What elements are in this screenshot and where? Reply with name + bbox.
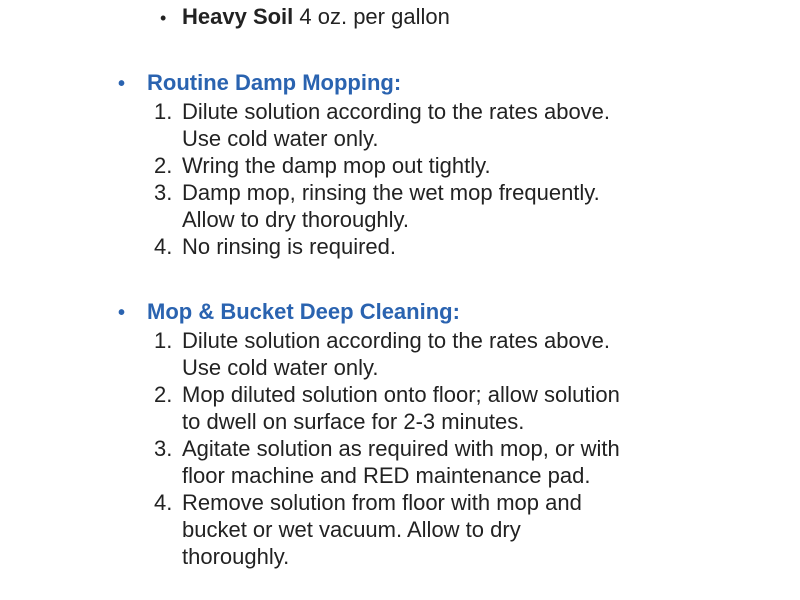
step-number: 1. [154,99,173,124]
step-item [118,179,738,233]
section-heading-text: Routine Damp Mopping: [147,70,402,95]
step-text: No rinsing is required. [182,234,396,259]
step-item [118,98,738,152]
bullet-icon: • [160,8,167,28]
step-item [118,381,738,435]
bullet-icon: • [118,302,126,324]
step-number: 3. [154,180,173,205]
dilution-rate-text: 4 oz. per gallon [293,4,450,29]
step-number: 2. [154,382,173,407]
step-text: Dilute solution according to the rates above. [182,99,611,124]
step-item [118,233,738,260]
step-text: Use cold water only. [182,355,379,380]
step-number: 4. [154,234,173,259]
section-heading-text: Mop & Bucket Deep Cleaning: [147,299,460,324]
step-text: Damp mop, rinsing the wet mop frequently. [182,180,600,205]
step-text: Mop diluted solution onto floor; allow solution [182,382,620,407]
step-text: Allow to dry thoroughly. [182,207,410,232]
step-number: 2. [154,153,173,178]
section-heading [118,69,738,98]
step-text: Use cold water only. [182,126,379,151]
step-text: to dwell on surface for 2-3 minutes. [182,409,525,434]
dilution-rate-item [160,3,450,32]
steps-list [118,327,738,570]
step-text: Wring the damp mop out tightly. [182,153,491,178]
step-number: 3. [154,436,173,461]
steps-list [118,98,738,260]
bullet-icon: • [118,73,126,95]
step-item [118,327,738,381]
dilution-rate-label: Heavy Soil [182,4,294,29]
step-text: Dilute solution according to the rates above. [182,328,611,353]
step-item [118,152,738,179]
step-item [118,435,738,489]
step-text: Agitate solution as required with mop, or with [182,436,620,461]
section-routine-damp-mopping [118,69,738,260]
section-mop-bucket-deep-cleaning [118,298,738,570]
step-text: Remove solution from floor with mop and [182,490,582,515]
step-number: 1. [154,328,173,353]
step-text: floor machine and RED maintenance pad. [182,463,591,488]
step-text: thoroughly. [182,544,290,569]
section-heading [118,298,738,327]
step-text: bucket or wet vacuum. Allow to dry [182,517,521,542]
step-item [118,489,738,570]
step-number: 4. [154,490,173,515]
